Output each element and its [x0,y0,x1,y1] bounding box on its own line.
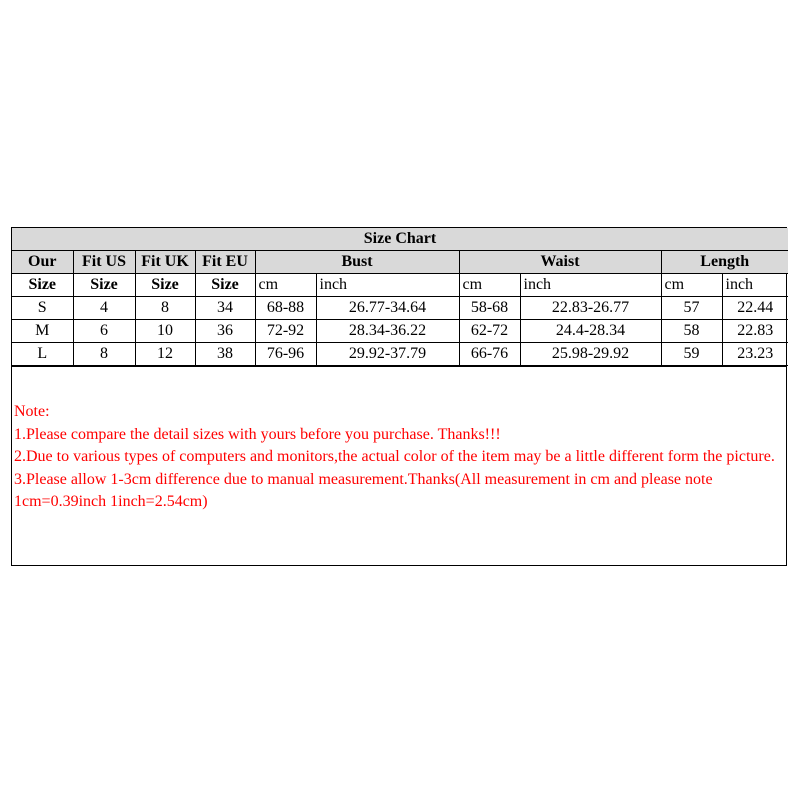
cell-waist-cm: 66-76 [459,343,520,366]
cell-waist-cm: 62-72 [459,320,520,343]
cell-bust-inch: 29.92-37.79 [316,343,459,366]
note-line: 3.Please allow 1-3cm difference due to manual measurement.Thanks(All measurement in cm and please note 1cm=0.39inch 1inch=2.54cm) [14,470,713,510]
subheader-waist-inch: inch [520,274,661,297]
cell-waist-cm: 58-68 [459,297,520,320]
header-bust: Bust [255,251,459,274]
note-line: 1.Please compare the detail sizes with yours before you purchase. Thanks!!! [14,425,501,443]
cell-bust-cm: 68-88 [255,297,316,320]
size-chart-table [12,228,788,366]
header-fit-eu: Fit EU [195,251,255,274]
subheader-eu-size: Size [195,274,255,297]
cell-size: M [12,320,73,343]
cell-length-inch: 22.44 [722,297,788,320]
table-row [12,297,788,320]
cell-us: 4 [73,297,135,320]
cell-bust-cm: 72-92 [255,320,316,343]
cell-uk: 12 [135,343,195,366]
subheader-our-size: Size [12,274,73,297]
notes-heading: Note: [14,403,50,420]
cell-us: 6 [73,320,135,343]
header-fit-us: Fit US [73,251,135,274]
subheader-waist-cm: cm [459,274,520,297]
subheader-row [12,274,788,297]
cell-bust-inch: 26.77-34.64 [316,297,459,320]
table-row [12,320,788,343]
subheader-bust-cm: cm [255,274,316,297]
cell-length-cm: 59 [661,343,722,366]
cell-waist-inch: 25.98-29.92 [520,343,661,366]
header-length: Length [661,251,788,274]
subheader-length-inch: inch [722,274,788,297]
cell-eu: 38 [195,343,255,366]
cell-length-inch: 23.23 [722,343,788,366]
header-waist: Waist [459,251,661,274]
subheader-uk-size: Size [135,274,195,297]
cell-bust-inch: 28.34-36.22 [316,320,459,343]
table-row [12,343,788,366]
cell-length-inch: 22.83 [722,320,788,343]
header-fit-uk: Fit UK [135,251,195,274]
cell-eu: 36 [195,320,255,343]
cell-size: S [12,297,73,320]
cell-uk: 10 [135,320,195,343]
size-chart-sheet [11,227,787,566]
cell-us: 8 [73,343,135,366]
header-row [12,251,788,274]
cell-length-cm: 58 [661,320,722,343]
cell-size: L [12,343,73,366]
subheader-length-cm: cm [661,274,722,297]
cell-bust-cm: 76-96 [255,343,316,366]
notes-section [12,366,786,565]
cell-length-cm: 57 [661,297,722,320]
cell-waist-inch: 24.4-28.34 [520,320,661,343]
subheader-bust-inch: inch [316,274,459,297]
subheader-us-size: Size [73,274,135,297]
cell-waist-inch: 22.83-26.77 [520,297,661,320]
cell-eu: 34 [195,297,255,320]
note-line: 2.Due to various types of computers and monitors,the actual color of the item may be a little different form the picture. [14,448,775,465]
cell-uk: 8 [135,297,195,320]
title-row [12,228,788,251]
chart-title: Size Chart [12,228,788,251]
header-our: Our [12,251,73,274]
